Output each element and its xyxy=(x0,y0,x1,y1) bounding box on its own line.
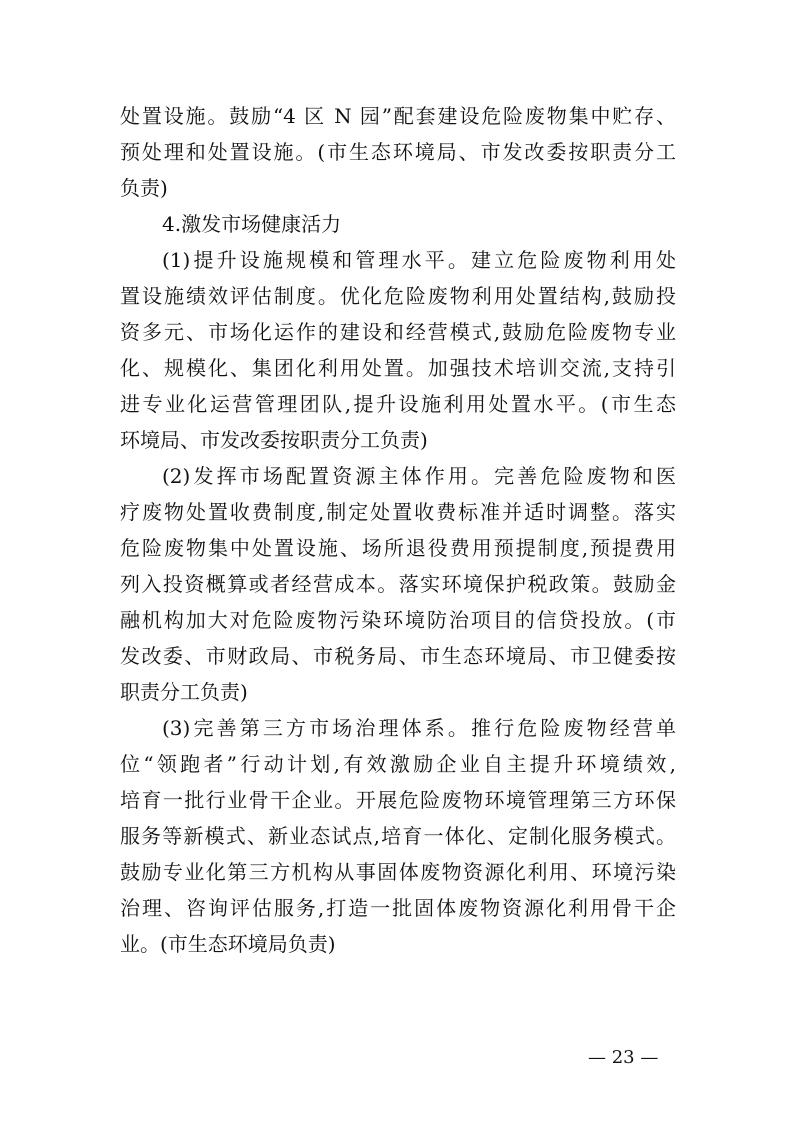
text-line: 资多元、市场化运作的建设和经营模式,鼓励危险废物专业 xyxy=(120,320,676,344)
text-line: 列入投资概算或者经营成本。落实环境保护税政策。鼓励金 xyxy=(120,572,676,596)
text-line: 危险废物集中处置设施、场所退役费用预提制度,预提费用 xyxy=(120,536,676,560)
text-line: 培育一批行业骨干企业。开展危险废物环境管理第三方环保 xyxy=(120,788,676,812)
text-line: 负责) xyxy=(120,176,168,200)
text-line: 发改委、市财政局、市税务局、市生态环境局、市卫健委按 xyxy=(120,644,676,668)
text-line: 置设施绩效评估制度。优化危险废物利用处置结构,鼓励投 xyxy=(120,284,676,308)
text-line: 预处理和处置设施。(市生态环境局、市发改委按职责分工 xyxy=(120,140,676,164)
text-line: 业。(市生态环境局负责) xyxy=(120,932,336,956)
page-number: — 23 — xyxy=(588,1047,659,1068)
text-line: (1)提升设施规模和管理水平。建立危险废物利用处 xyxy=(162,248,676,272)
paragraph-item-3 xyxy=(120,710,676,962)
text-line: 鼓励专业化第三方机构从事固体废物资源化利用、环境污染 xyxy=(120,860,676,884)
text-line: (2)发挥市场配置资源主体作用。完善危险废物和医 xyxy=(162,464,676,488)
text-line: (3)完善第三方市场治理体系。推行危险废物经营单 xyxy=(162,716,676,740)
text-line: 处置设施。鼓励“4 区 N 园”配套建设危险废物集中贮存、 xyxy=(120,104,676,128)
text-line: 环境局、市发改委按职责分工负责) xyxy=(120,428,428,452)
heading-text: 4.激发市场健康活力 xyxy=(162,212,342,236)
text-line: 治理、咨询评估服务,打造一批固体废物资源化利用骨干企 xyxy=(120,896,676,920)
paragraph-item-1 xyxy=(120,242,676,458)
paragraph-continued xyxy=(120,98,676,206)
text-line: 融机构加大对危险废物污染环境防治项目的信贷投放。(市 xyxy=(120,608,676,632)
text-line: 职责分工负责) xyxy=(120,680,248,704)
text-line: 化、规模化、集团化利用处置。加强技术培训交流,支持引 xyxy=(120,356,676,380)
text-line: 进专业化运营管理团队,提升设施利用处置水平。(市生态 xyxy=(120,392,676,416)
text-line: 位“领跑者”行动计划,有效激励企业自主提升环境绩效, xyxy=(120,752,676,776)
text-line: 疗废物处置收费制度,制定处置收费标准并适时调整。落实 xyxy=(120,500,676,524)
paragraph-item-2 xyxy=(120,458,676,710)
document-body xyxy=(120,98,676,962)
text-line: 服务等新模式、新业态试点,培育一体化、定制化服务模式。 xyxy=(120,824,676,848)
section-heading xyxy=(120,206,676,242)
